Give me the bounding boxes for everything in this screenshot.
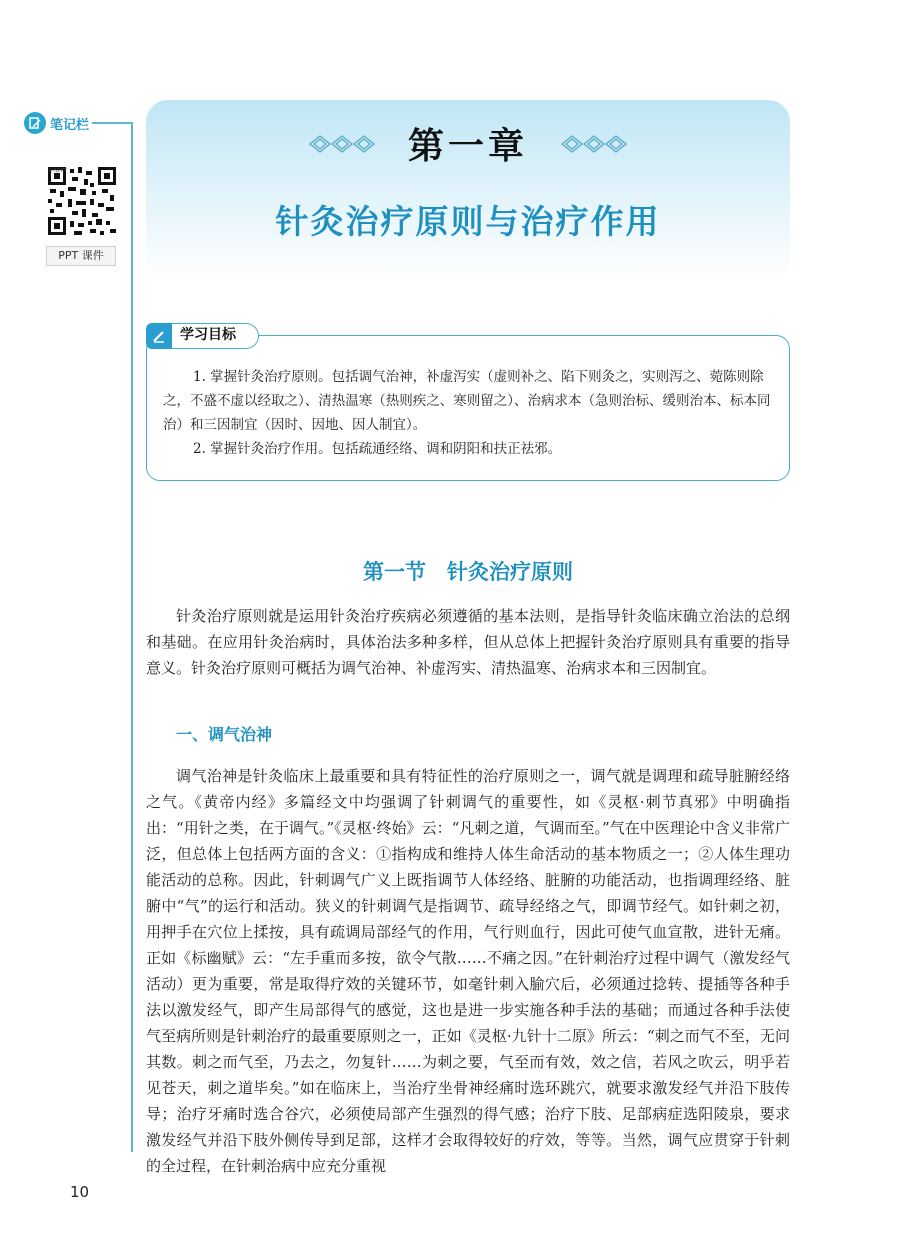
objective-item: 1. 掌握针灸治疗原则。包括调气治神，补虚泻实（虚则补之、陷下则灸之，实则泻之、菀陈则除之，不盛不虚以经取之）、清热温寒（热则疾之、寒则留之）、治病求本（急则治标、缓则治本、标本同治）和三因制宜（因时、因地、因人制宜）。 (163, 369, 771, 433)
learning-objectives-tab (146, 322, 292, 350)
chapter-number: 第一章 (407, 125, 528, 167)
notes-column-rule (131, 122, 133, 1152)
intro-paragraph: 针灸治疗原则就是运用针灸治疗疾病必须遵循的基本法则，是指导针灸临床确立治法的总纲和基础。在应用针灸治病时，具体治法多种多样，但从总体上把握针灸治疗原则具有重要的指导意义。针灸治疗原则可概括为调气治神、补虚泻实、清热温寒、治病求本和三因制宜。 (146, 607, 790, 677)
ppt-courseware-tag[interactable]: PPT 课件 (46, 246, 116, 266)
body-paragraph: 调气治神是针灸临床上最重要和具有特征性的治疗原则之一，调气就是调理和疏导脏腑经络之气。《黄帝内经》多篇经文中均强调了针刺调气的重要性，如《灵枢·刺节真邪》中明确指出：“用针之类，在于调气。”《灵枢·终始》云：“凡刺之道，气调而至。”气在中医理论中含义非常广泛，但总体上包括两方面的含义：①指构成和维持人体生命活动的基本物质之一；②人体生理功能活动的总称。因此，针刺调气广义上既指调节人体经络、脏腑的功能活动，也指调理经络、脏腑中“气”的运行和活动。狭义的针刺调气是指调节、疏导经络之气，即调节经气。如针刺之初，用押手在穴位上揉按，具有疏调局部经气的作用，气行则血行，因此可使气血宣散，进针无痛。正如《标幽赋》云：“左手重而多按，欲令气散……不痛之因。”在针刺治疗过程中调气（激发经气活动）更为重要，常是取得疗效的关键环节，如毫针刺入腧穴后，必须通过捻转、提插等各种手法以激发经气，即产生局部得气的感觉，这也是进一步实施各种手法的基础；而通过各种手法使气至病所则是针刺治疗的最重要原则之一，正如《灵枢·九针十二原》所云：“刺之而气不至，无问其数。刺之而气至，乃去之，勿复针……为刺之要，气至而有效，效之信，若风之吹云，明乎若见苍天，刺之道毕矣。”如在临床上，当治疗坐骨神经痛时选环跳穴，就要求激发经气并沿下肢传导；治疗牙痛时选合谷穴，必须使局部产生强烈的得气感；治疗下肢、足部病症选阳陵泉，要求激发经气并沿下肢外侧传导到足部，这样才会取得较好的疗效，等等。当然，调气应贯穿于针刺的全过程，在针刺治病中应充分重视 (146, 767, 790, 1175)
learning-objectives-text (163, 365, 775, 461)
notes-column-top-rule (92, 122, 132, 124)
objective-item: 2. 掌握针灸治疗作用。包括疏通经络、调和阴阳和扶正祛邪。 (193, 441, 562, 457)
page-number: 10 (70, 1183, 90, 1201)
notes-column-label: 笔记栏 (50, 117, 90, 133)
subsection-title: 一、调气治神 (176, 725, 273, 744)
qr-caption: 在线PPT (48, 168, 68, 174)
qr-code-image[interactable] (46, 165, 118, 237)
notebook-pen-icon (24, 112, 46, 134)
chapter-title: 针灸治疗原则与治疗作用 (275, 202, 661, 241)
chapter-banner (146, 100, 790, 280)
section-title: 第一节 针灸治疗原则 (363, 560, 573, 584)
notes-column-header (24, 112, 89, 134)
diamond-ornament-left-icon (308, 134, 378, 154)
learning-objectives-label: 学习目标 (172, 323, 259, 349)
diamond-ornament-right-icon (558, 134, 628, 154)
pencil-icon (146, 323, 172, 349)
